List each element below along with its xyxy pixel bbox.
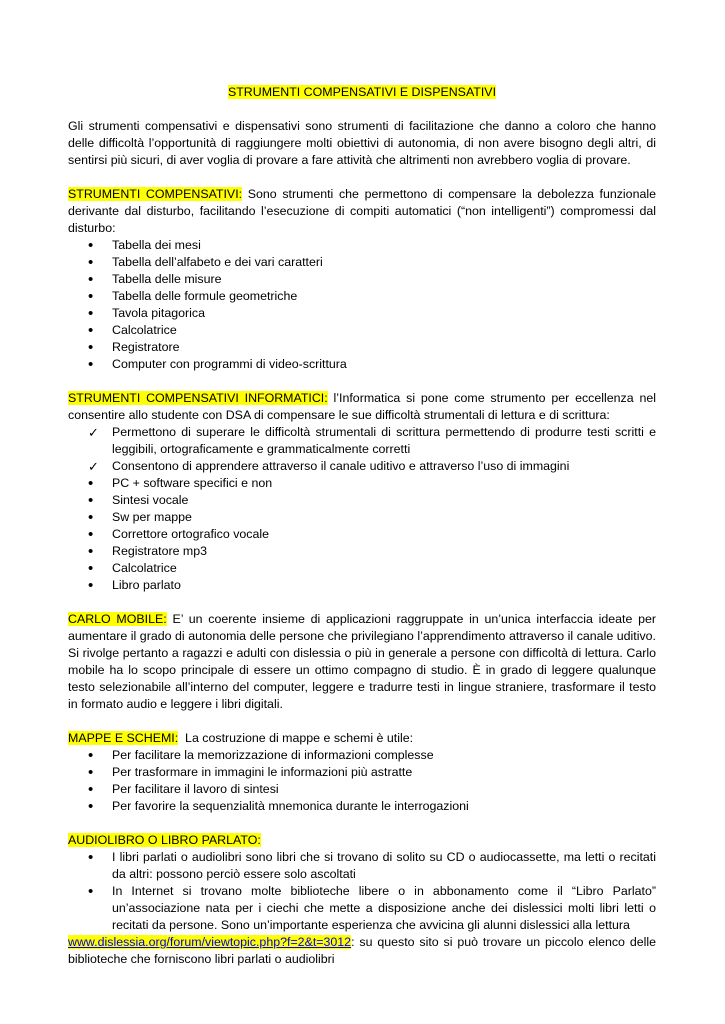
list-item: • Per favorire la sequenzialità mnemonica durante le interrogazioni: [68, 798, 656, 815]
bullet-icon: [88, 288, 102, 306]
bullet-icon: [88, 475, 102, 493]
bullet-icon: [88, 577, 102, 595]
checkmark-icon: [88, 458, 102, 476]
bullet-icon: [88, 339, 102, 357]
bullet-icon: [88, 356, 102, 374]
list-item: • Tabella delle formule geometriche: [68, 288, 656, 305]
bullet-icon: [88, 543, 102, 561]
bullet-icon: [88, 560, 102, 578]
biblioteche-link[interactable]: www.dislessia.org/forum/viewtopic.php?f=2&t=3012: [68, 935, 352, 949]
checkmark-icon: [88, 424, 102, 442]
section-text: E’ un coerente insieme di applicazioni raggruppate in un’unica interfaccia ideate per aumentare il grado di autonomia delle persone che privilegiano l’apprendimento attraverso il canale uditivo. Si rivolge pertanto a ragazzi e adulti con dislessia o più in generale a persone con difficoltà di lettura. Carlo mobile ha lo scopo principale di essere un ottimo compagno di studio. È in grado di leggere qualunque testo selezionabile all’interno del computer, leggere e tradurre testi in lingue straniere, trasformare il testo in formato audio e leggere i libri digitali.: [68, 612, 656, 711]
section-heading: STRUMENTI COMPENSATIVI INFORMATICI:: [68, 391, 328, 405]
list-item: • Tabella delle misure: [68, 271, 656, 288]
document-page: [68, 84, 656, 968]
list-item: • I libri parlati o audiolibri sono libri che si trovano di solito su CD o audiocassette, ma letti o recitati da altri: possono perciò essere solo ascoltati: [68, 849, 656, 883]
bullet-icon: [88, 849, 102, 867]
bullet-icon: [88, 271, 102, 289]
section-heading: CARLO MOBILE:: [68, 612, 167, 626]
bullet-list: [68, 747, 656, 815]
bullet-list: [68, 849, 656, 934]
list-item: • Per facilitare la memorizzazione di informazioni complesse: [68, 747, 656, 764]
section-carlo-mobile: [68, 611, 656, 713]
bullet-icon: [88, 322, 102, 340]
list-item: ✓ Consentono di apprendere attraverso il canale uditivo e attraverso l’uso di immagini: [68, 458, 656, 475]
list-item: • Tabella dell’alfabeto e dei vari caratteri: [68, 254, 656, 271]
list-item: • Per facilitare il lavoro di sintesi: [68, 781, 656, 798]
document-title: [68, 84, 656, 101]
list-item: • Registratore: [68, 339, 656, 356]
link-paragraph: [68, 934, 656, 968]
list-item: • Computer con programmi di video-scrittura: [68, 356, 656, 373]
bullet-icon: [88, 764, 102, 782]
list-item: • Tavola pitagorica: [68, 305, 656, 322]
bullet-icon: [88, 254, 102, 272]
list-item: • Correttore ortografico vocale: [68, 526, 656, 543]
list-item: • In Internet si trovano molte biblioteche libere o in abbonamento come il “Libro Parlato” un’associazione nata per i ciechi che mette a disposizione anche dei dislessici molti libri letti o recitati da persone. Sono un’importante esperienza che avvicina gli alunni dislessici alla lettura: [68, 883, 656, 934]
list-item: • Sintesi vocale: [68, 492, 656, 509]
bullet-icon: [88, 781, 102, 799]
section-heading: AUDIOLIBRO O LIBRO PARLATO:: [68, 833, 261, 847]
check-list: [68, 424, 656, 475]
section-strumenti-informatici: [68, 390, 656, 424]
list-item: • Per trasformare in immagini le informazioni più astratte: [68, 764, 656, 781]
section-text: l’Informatica si pone come strumento per eccellenza nel consentire allo studente con DSA di compensare le sue difficoltà strumentali di lettura e di scrittura:: [68, 391, 656, 422]
bullet-icon: [88, 237, 102, 255]
bullet-icon: [88, 305, 102, 323]
bullet-list: [68, 475, 656, 594]
bullet-icon: [88, 798, 102, 816]
bullet-icon: [88, 492, 102, 510]
link-description: : su questo sito si può trovare un piccolo elenco delle biblioteche che forniscono libri parlati o audiolibri: [68, 935, 656, 966]
section-mappe-schemi: [68, 730, 656, 747]
list-item: • Calcolatrice: [68, 322, 656, 339]
section-text: La costruzione di mappe e schemi è utile:: [178, 731, 414, 745]
list-item: • Registratore mp3: [68, 543, 656, 560]
bullet-icon: [88, 509, 102, 527]
title-text: STRUMENTI COMPENSATIVI E DISPENSATIVI: [227, 85, 497, 99]
list-item: • Sw per mappe: [68, 509, 656, 526]
intro-paragraph: Gli strumenti compensativi e dispensativi sono strumenti di facilitazione che danno a coloro che hanno delle difficoltà l’opportunità di raggiungere molti obiettivi di autonomia, di non avere bisogno degli altri, di sentirsi più sicuri, di aver voglia di provare a fare attività che altrimenti non avrebbero voglia di provare.: [68, 119, 656, 167]
bullet-icon: [88, 526, 102, 544]
section-audiolibro: [68, 832, 656, 849]
list-item: • Tabella dei mesi: [68, 237, 656, 254]
bullet-icon: [88, 883, 102, 901]
section-heading: STRUMENTI COMPENSATIVI:: [68, 187, 243, 201]
list-item: • Calcolatrice: [68, 560, 656, 577]
section-heading: MAPPE E SCHEMI:: [68, 731, 179, 745]
bullet-list: [68, 237, 656, 373]
bullet-icon: [88, 747, 102, 765]
section-text: Sono strumenti che permettono di compensare la debolezza funzionale derivante dal disturbo, facilitando l’esecuzione di compiti automatici (“non intelligenti”) compromessi dal disturbo:: [68, 187, 657, 235]
list-item: • PC + software specifici e non: [68, 475, 656, 492]
list-item: ✓ Permettono di superare le difficoltà strumentali di scrittura permettendo di produrre testi scritti e leggibili, ortograficamente e grammaticalmente corretti: [68, 424, 656, 458]
list-item: • Libro parlato: [68, 577, 656, 594]
section-strumenti-compensativi: [68, 186, 656, 237]
